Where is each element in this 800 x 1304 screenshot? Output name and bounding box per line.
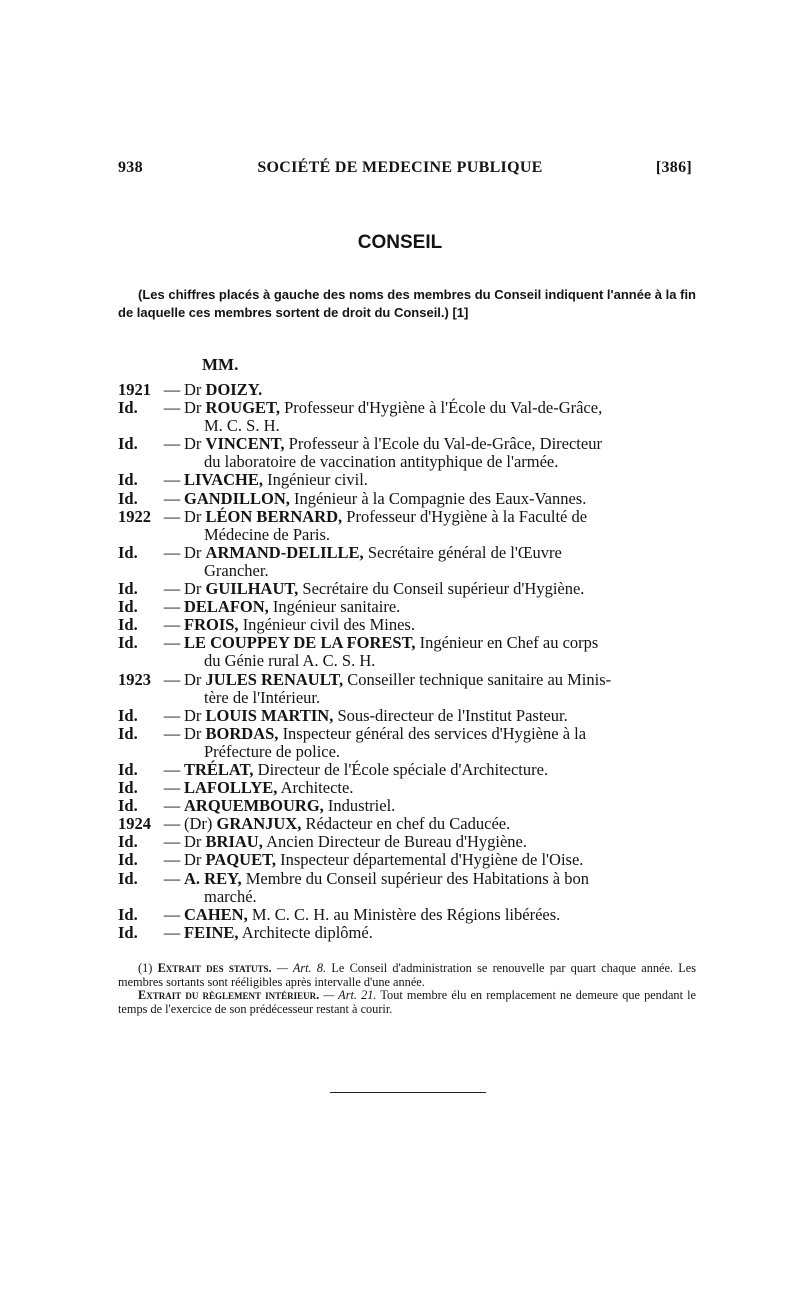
member-line	[184, 399, 696, 417]
member-line	[184, 471, 696, 489]
member-name: LOUIS MARTIN,	[205, 705, 334, 725]
member-year: Id.	[118, 470, 138, 490]
member-entry	[118, 707, 696, 725]
member-description: Ingénieur en Chef au corps	[419, 633, 599, 653]
member-name: DOIZY.	[205, 380, 263, 399]
member-year: Id.	[118, 633, 138, 653]
member-description-continued: marché.	[204, 886, 257, 906]
member-line	[184, 634, 696, 652]
page-reference: [386]	[655, 159, 692, 176]
member-name: LIVACHE,	[184, 470, 264, 490]
member-year: Id.	[118, 922, 138, 942]
member-line	[184, 707, 696, 725]
member-year: Id.	[118, 579, 138, 599]
dash-separator: —	[163, 579, 181, 599]
member-name: FROIS,	[184, 615, 239, 635]
member-description: Inspecteur départemental d'Hygiène de l'Oise.	[280, 850, 584, 870]
member-line	[184, 508, 696, 526]
section-title: CONSEIL	[357, 232, 443, 253]
member-entry	[118, 616, 696, 634]
member-entry	[118, 399, 696, 435]
member-name: BRIAU,	[205, 832, 263, 852]
member-year: Id.	[118, 398, 138, 418]
footnote-article: — Art. 21.	[323, 988, 377, 1003]
member-year: Id.	[118, 868, 138, 888]
member-line	[184, 381, 696, 399]
member-description: Architecte.	[280, 778, 354, 798]
member-name: LAFOLLYE,	[184, 778, 278, 798]
member-year: 1923	[118, 669, 151, 689]
dash-separator: —	[163, 868, 181, 888]
dash-separator: —	[163, 705, 181, 725]
member-line	[184, 870, 696, 888]
member-entry	[118, 761, 696, 779]
member-line	[184, 598, 696, 616]
dash-separator: —	[163, 633, 181, 653]
member-year: Id.	[118, 723, 138, 743]
member-name: GRANJUX,	[216, 814, 302, 834]
dash-separator: —	[163, 922, 181, 942]
footnote-text: Tout membre élu en remplacement ne demeure que pendant le temps de l'exercice de son prédécesseur restant à courir.	[118, 988, 697, 1016]
member-title: Dr	[184, 434, 202, 454]
member-title: Dr	[184, 705, 202, 725]
member-year: Id.	[118, 434, 138, 454]
footnote-label: Extrait des statuts.	[157, 961, 272, 975]
member-year: Id.	[118, 542, 138, 562]
member-line	[184, 797, 696, 815]
member-description: Architecte diplômé.	[241, 922, 373, 942]
member-line	[184, 580, 696, 598]
member-entry	[118, 870, 696, 906]
member-line	[184, 906, 696, 924]
member-description: Rédacteur en chef du Caducée.	[305, 814, 511, 834]
member-name: CAHEN,	[184, 904, 248, 924]
member-description: Ancien Directeur de Bureau d'Hygiène.	[266, 832, 527, 852]
member-year: 1921	[118, 380, 151, 399]
member-description: Secrétaire général de l'Œuvre	[367, 542, 562, 562]
closing-rule	[330, 1092, 486, 1093]
member-year: Id.	[118, 850, 138, 870]
footnote-mark: (1)	[138, 961, 153, 975]
member-title: Dr	[184, 380, 202, 399]
member-year: Id.	[118, 904, 138, 924]
member-entry	[118, 851, 696, 869]
member-title: Dr	[184, 506, 202, 526]
member-description: Secrétaire du Conseil supérieur d'Hygiène.	[302, 579, 585, 599]
member-entry	[118, 924, 696, 942]
mm-label: MM.	[202, 355, 239, 374]
member-description-continued: Grancher.	[204, 560, 269, 580]
dash-separator: —	[163, 470, 181, 490]
dash-separator: —	[163, 398, 181, 418]
member-list	[118, 381, 696, 942]
member-description: Professeur d'Hygiène à la Faculté de	[346, 506, 588, 526]
dash-separator: —	[163, 488, 181, 508]
member-line	[184, 671, 696, 689]
member-line	[184, 616, 696, 634]
member-line	[184, 725, 696, 743]
member-description: Professeur d'Hygiène à l'École du Val-de-Grâce,	[284, 398, 603, 418]
intro-paragraph: (Les chiffres placés à gauche des noms des membres du Conseil indiquent l'année à la fin de laquelle ces membres sortent de droit du Conseil.) [1]	[118, 287, 696, 320]
member-line	[184, 924, 696, 942]
member-line	[184, 851, 696, 869]
dash-separator: —	[163, 796, 181, 816]
member-line	[184, 435, 696, 453]
member-name: ARQUEMBOURG,	[184, 796, 324, 816]
footnote-statuts	[118, 962, 696, 989]
dash-separator: —	[163, 778, 181, 798]
dash-separator: —	[163, 669, 181, 689]
member-description-continued: M. C. S. H.	[204, 416, 280, 436]
dash-separator: —	[163, 597, 181, 617]
member-entry	[118, 580, 696, 598]
footnote-reglement	[118, 989, 696, 1016]
member-description: Conseiller technique sanitaire au Minis-	[347, 669, 612, 689]
member-name: GANDILLON,	[184, 488, 290, 508]
member-name: VINCENT,	[205, 434, 285, 454]
member-year: Id.	[118, 832, 138, 852]
dash-separator: —	[163, 814, 181, 834]
member-entry	[118, 598, 696, 616]
member-line	[184, 779, 696, 797]
member-description-continued: tère de l'Intérieur.	[204, 687, 321, 707]
member-name: FEINE,	[184, 922, 239, 942]
member-line	[184, 544, 696, 562]
member-description: Inspecteur général des services d'Hygiène à la	[282, 723, 587, 743]
member-entry	[118, 671, 696, 707]
member-entry	[118, 435, 696, 471]
member-title: Dr	[184, 850, 202, 870]
member-year: 1922	[118, 506, 151, 526]
member-name: DELAFON,	[184, 597, 269, 617]
member-line	[184, 833, 696, 851]
dash-separator: —	[163, 380, 181, 399]
member-line	[184, 490, 696, 508]
member-description-continued: du laboratoire de vaccination antityphique de l'armée.	[204, 452, 559, 472]
dash-separator: —	[163, 506, 181, 526]
member-year: Id.	[118, 778, 138, 798]
dash-separator: —	[163, 434, 181, 454]
member-title: Dr	[184, 398, 202, 418]
member-name: GUILHAUT,	[205, 579, 299, 599]
member-title: Dr	[184, 723, 202, 743]
member-description-continued: Médecine de Paris.	[204, 524, 330, 544]
member-description: Directeur de l'École spéciale d'Architecture.	[257, 759, 549, 779]
member-description: Professeur à l'Ecole du Val-de-Grâce, Directeur	[288, 434, 602, 454]
member-entry	[118, 471, 696, 489]
member-entry	[118, 544, 696, 580]
member-description-continued: du Génie rural A. C. S. H.	[204, 651, 376, 671]
footnote-text: Le Conseil d'administration se renouvelle par quart chaque année. Les membres sortants sont rééligibles après intervalle d'une année.	[118, 961, 697, 989]
page-number: 938	[118, 159, 143, 176]
member-year: Id.	[118, 615, 138, 635]
member-year: Id.	[118, 705, 138, 725]
member-name: LÉON BERNARD,	[205, 506, 343, 526]
member-year: 1924	[118, 814, 151, 834]
running-title: SOCIÉTÉ DE MEDECINE PUBLIQUE	[257, 159, 543, 176]
dash-separator: —	[163, 542, 181, 562]
member-entry	[118, 508, 696, 544]
member-entry	[118, 725, 696, 761]
member-title: Dr	[184, 542, 202, 562]
member-title: Dr	[184, 669, 202, 689]
member-entry	[118, 490, 696, 508]
dash-separator: —	[163, 904, 181, 924]
member-description: Industriel.	[327, 796, 396, 816]
dash-separator: —	[163, 832, 181, 852]
member-name: PAQUET,	[205, 850, 276, 870]
member-entry	[118, 906, 696, 924]
member-name: TRÉLAT,	[184, 759, 254, 779]
member-name: A. REY,	[184, 868, 242, 888]
member-entry	[118, 833, 696, 851]
member-description: Ingénieur civil.	[267, 470, 368, 490]
member-name: BORDAS,	[205, 723, 279, 743]
member-year: Id.	[118, 759, 138, 779]
member-description: Membre du Conseil supérieur des Habitations à bon	[245, 868, 589, 888]
member-name: LE COUPPEY DE LA FOREST,	[184, 633, 416, 653]
member-name: JULES RENAULT,	[205, 669, 344, 689]
member-entry	[118, 779, 696, 797]
footnote-label: Extrait du règlement intérieur.	[138, 988, 320, 1003]
member-line	[184, 761, 696, 779]
member-description: Sous-directeur de l'Institut Pasteur.	[337, 705, 568, 725]
member-year: Id.	[118, 597, 138, 617]
member-description: M. C. C. H. au Ministère des Régions libérées.	[251, 904, 561, 924]
member-entry	[118, 634, 696, 670]
member-entry	[118, 815, 696, 833]
dash-separator: —	[163, 723, 181, 743]
member-title: Dr	[184, 832, 202, 852]
footnotes	[118, 962, 696, 1016]
member-title: Dr	[184, 579, 202, 599]
member-description: Ingénieur civil des Mines.	[242, 615, 415, 635]
member-description-continued: Préfecture de police.	[204, 741, 341, 761]
member-entry	[118, 381, 696, 399]
member-name: ARMAND-DELILLE,	[205, 542, 364, 562]
member-entry	[118, 797, 696, 815]
dash-separator: —	[163, 759, 181, 779]
member-name: ROUGET,	[205, 398, 280, 418]
dash-separator: —	[163, 850, 181, 870]
member-line	[184, 815, 696, 833]
member-year: Id.	[118, 796, 138, 816]
member-description: Ingénieur sanitaire.	[272, 597, 401, 617]
dash-separator: —	[163, 615, 181, 635]
footnote-article: — Art. 8.	[276, 961, 327, 975]
member-year: Id.	[118, 488, 138, 508]
member-title: (Dr)	[184, 814, 213, 834]
member-description: Ingénieur à la Compagnie des Eaux-Vannes.	[294, 488, 587, 508]
